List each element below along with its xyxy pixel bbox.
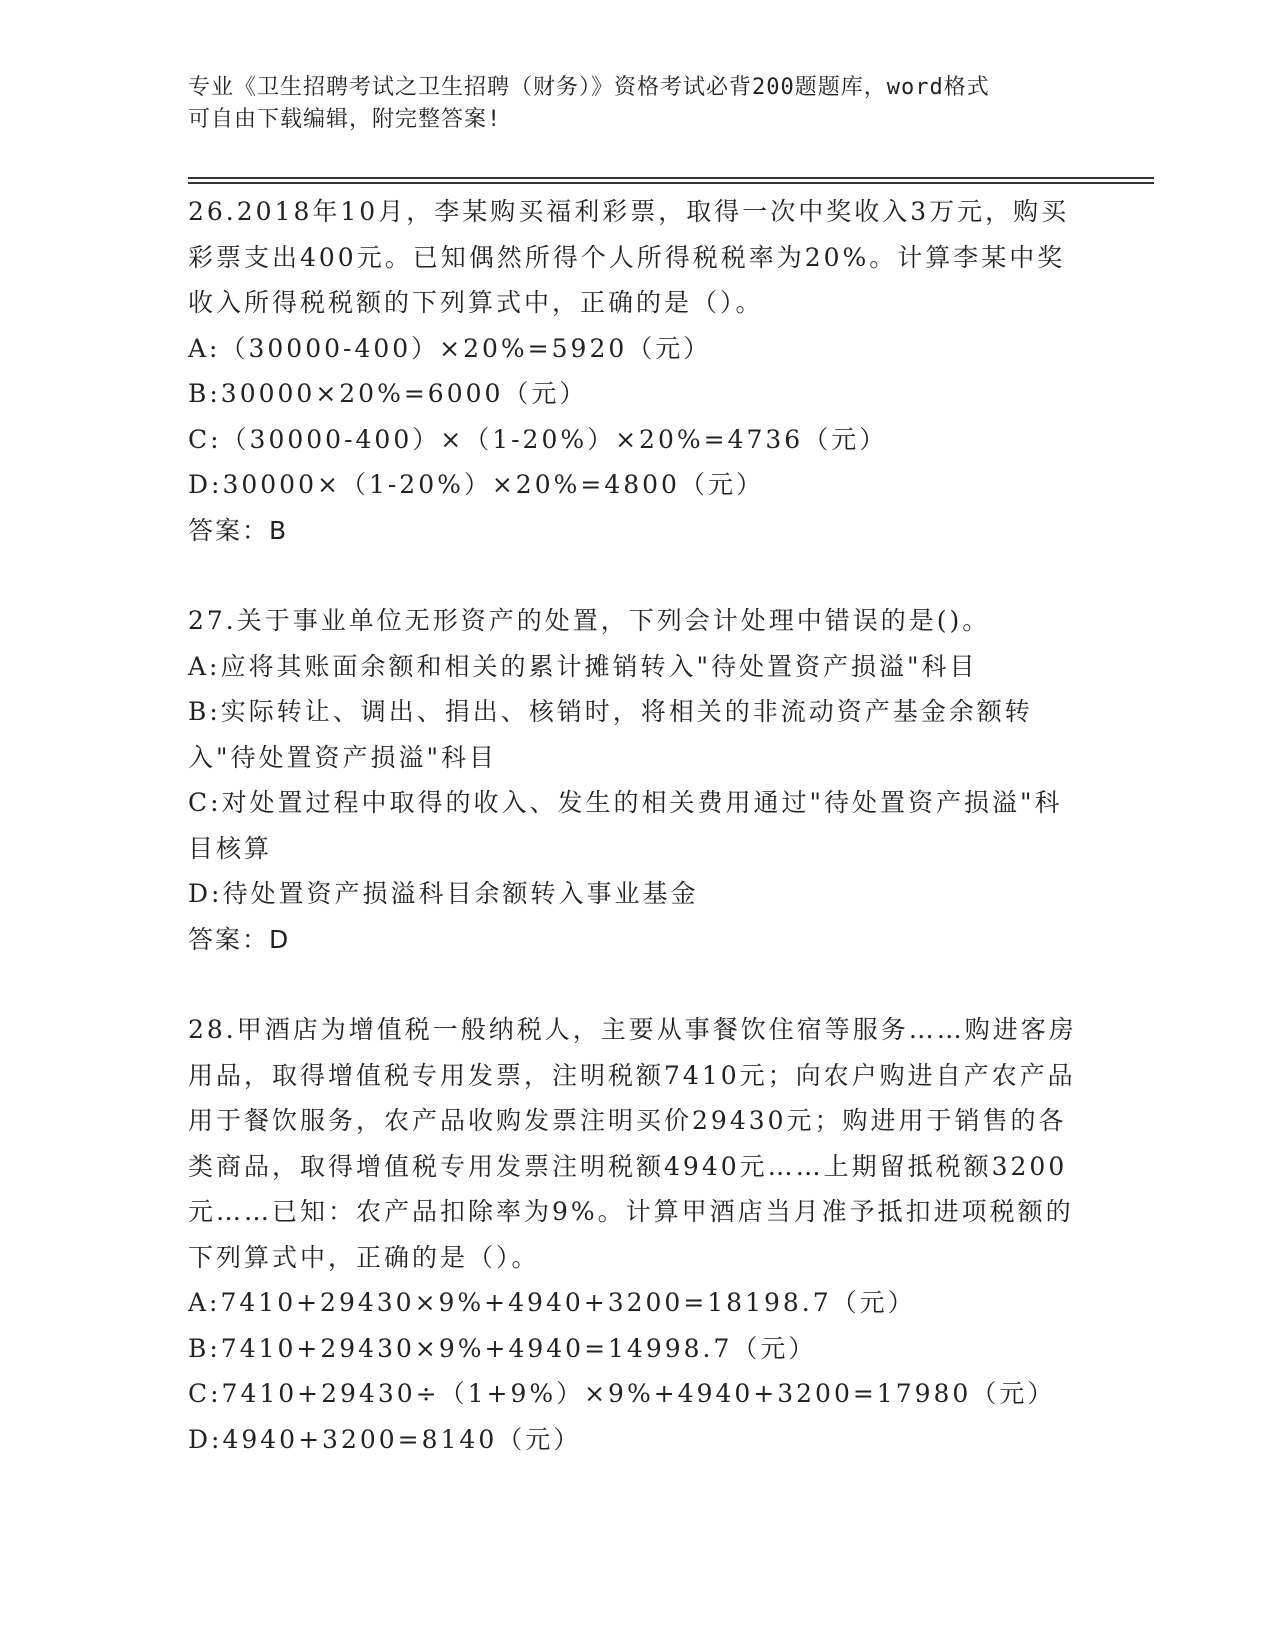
option-d: D:30000×（1-20%）×20%=4800（元） (188, 470, 764, 499)
option-b: B:30000×20%=6000（元） (188, 379, 588, 408)
header-line-1: 专业《卫生招聘考试之卫生招聘（财务）》资格考试必背200题题库，word格式 (188, 75, 990, 100)
question-26 (188, 189, 1088, 553)
option-c: C:对处置过程中取得的收入、发生的相关费用通过"待处置资产损溢"科目核算 (188, 788, 1063, 863)
option-b: B:7410+29430×9%+4940=14998.7（元） (188, 1333, 817, 1363)
option-c: C:（30000-400）×（1-20%）×20%=4736（元） (188, 424, 888, 454)
document-header (188, 72, 1068, 136)
question-list (188, 189, 1088, 1462)
answer-label: 答案：B (188, 515, 289, 545)
question-spacer (188, 962, 1088, 1007)
header-divider-bottom (188, 182, 1154, 184)
option-a: A:（30000-400）×20%=5920（元） (188, 333, 712, 363)
question-stem: 26.2018年10月，李某购买福利彩票，取得一次中奖收入3万元，购买彩票支出400元。已知偶然所得个人所得税税率为20%。计算李某中奖收入所得税税额的下列算式中，正确的是（）。 (188, 197, 1070, 317)
header-line-2: 可自由下载编辑，附完整答案! (188, 107, 502, 132)
answer-label: 答案：D (188, 924, 291, 954)
question-stem: 27.关于事业单位无形资产的处置，下列会计处理中错误的是()。 (188, 606, 991, 635)
header-divider-top (188, 177, 1154, 179)
option-a: A:应将其账面余额和相关的累计摊销转入"待处置资产损溢"科目 (188, 651, 978, 681)
option-d: D:4940+3200=8140（元） (188, 1424, 582, 1454)
question-stem: 28.甲酒店为增值税一般纳税人，主要从事餐饮住宿等服务……购进客房用品，取得增值税专用发票，注明税额7410元；向农户购进自产农产品用于餐饮服务，农产品收购发票注明买价29430元；购进用于销售的各类商品，取得增值税专用发票注明税额4940元……上期留抵税额3200元……已知：农产品扣除率为9%。计算甲酒店当月准予抵扣进项税额的下列算式中，正确的是（）。 (188, 1015, 1077, 1272)
question-27 (188, 598, 1088, 962)
option-a: A:7410+29430×9%+4940+3200=18198.7（元） (188, 1288, 916, 1317)
question-28 (188, 1007, 1088, 1462)
question-spacer (188, 553, 1088, 598)
option-d: D:待处置资产损溢科目余额转入事业基金 (188, 879, 699, 908)
option-b: B:实际转让、调出、捐出、核销时，将相关的非流动资产基金余额转入"待处置资产损溢"科目 (188, 697, 1033, 772)
option-c: C:7410+29430÷（1+9%）×9%+4940+3200=17980（元） (188, 1379, 1056, 1408)
